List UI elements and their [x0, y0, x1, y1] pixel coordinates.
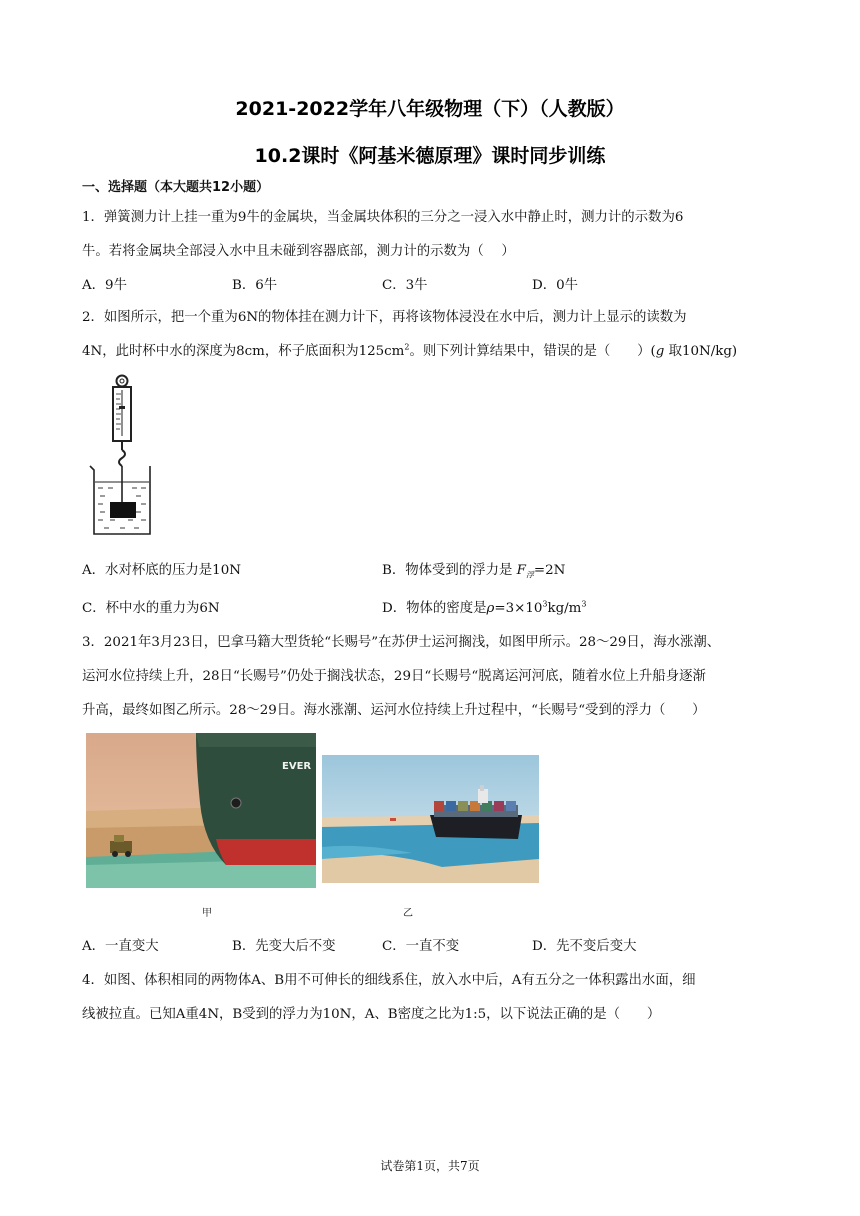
q2-option-a: A．水对杯底的压力是10N — [82, 563, 241, 578]
photo-caption-yi: 乙 — [403, 908, 413, 919]
q1-option-b: B．6牛 — [232, 278, 278, 293]
ship-name-text: EVER — [282, 761, 312, 772]
section-heading: 一、选择题（本大题共12小题） — [82, 180, 270, 195]
q4-text-line2: 线被拉直。已知A重4N，B受到的浮力为10N，A、B密度之比为1:5，以下说法正确的是（ ） — [82, 1007, 661, 1022]
q2-text-line2: 4N，此时杯中水的深度为8cm，杯子底面积为$125cm^2$。则下列计算结果中，错误的是（ ）(g 取10N/kg) — [82, 342, 738, 359]
spring-scale-beaker-diagram — [86, 370, 156, 538]
q4-text-line1: 4．如图、体积相同的两物体A、B用不可伸长的细线系住，放入水中后，A有五分之一体积露出水面，细 — [82, 973, 696, 988]
stranded-ship-photo — [86, 733, 316, 888]
q3-option-b: B．先变大后不变 — [232, 939, 336, 954]
page-footer: 试卷第1页，共7页 — [380, 1159, 480, 1173]
q3-option-a: A．一直变大 — [82, 939, 159, 954]
q1-text-line2: 牛。若将金属块全部浸入水中且未碰到容器底部，测力计的示数为（ ） — [82, 244, 515, 259]
page-title: 2021-2022学年八年级物理（下）（人教版） — [235, 98, 625, 120]
q1-option-d: D．0牛 — [532, 278, 579, 293]
q2-option-c: C．杯中水的重力为6N — [82, 601, 220, 616]
q3-text-line2: 运河水位持续上升，28日“长赐号”仍处于搁浅状态，29日“长赐号“脱离运河河底，随着水位上升船身逐渐 — [82, 669, 706, 684]
q1-text-line1: 1．弹簧测力计上挂一重为9牛的金属块，当金属块体积的三分之一浸入水中静止时，测力计的示数为6 — [82, 210, 684, 225]
q2-option-d: D．物体的密度是$\rho=3\times 10^3kg/m^3$ — [382, 599, 587, 616]
photo-caption-jia: 甲 — [202, 908, 212, 919]
q2-text-line1: 2．如图所示，把一个重为6N的物体挂在测力计下，再将该物体浸没在水中后，测力计上显示的读数为 — [82, 310, 687, 325]
floating-ship-photo — [322, 755, 539, 883]
q1-option-c: C．3牛 — [382, 278, 428, 293]
q1-option-a: A．9牛 — [82, 278, 127, 293]
q3-text-line3: 升高，最终如图乙所示。28～29日。海水涨潮、运河水位持续上升过程中，“长赐号“受到的浮力（ ） — [82, 703, 706, 718]
page-subtitle: 10.2课时《阿基米德原理》课时同步训练 — [254, 145, 606, 167]
q3-option-d: D．先不变后变大 — [532, 939, 637, 954]
q3-option-c: C．一直不变 — [382, 939, 460, 954]
q2-option-b: B．物体受到的浮力是 $F_浮=2N$ — [382, 563, 566, 580]
q3-text-line1: 3．2021年3月23日，巴拿马籍大型货轮“长赐号”在苏伊士运河搁浅，如图甲所示。28～29日，海水涨潮、 — [82, 635, 721, 650]
